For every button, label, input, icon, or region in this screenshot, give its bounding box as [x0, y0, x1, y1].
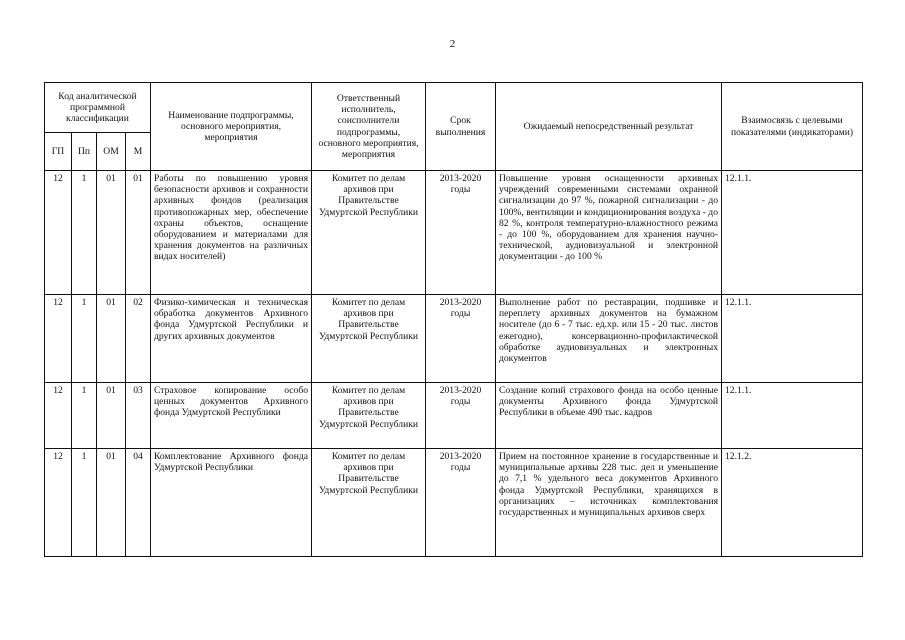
- cell-om: 01: [97, 383, 126, 449]
- cell-name: Работы по повышению уровня безопасности архивов и сохранности архивных фондов (реализация противопожарных мер, обеспечение охраны объектов, оснащение оборудованием и материалами для хранения документов на различных видах носителей): [151, 171, 312, 295]
- cell-m: 01: [126, 171, 151, 295]
- cell-om: 01: [97, 449, 126, 557]
- cell-name: Комплектование Архивного фонда Удмуртской Республики: [151, 449, 312, 557]
- cell-executor: Комитет по делам архивов при Правительстве Удмуртской Республики: [312, 449, 426, 557]
- cell-om: 01: [97, 171, 126, 295]
- cell-executor: Комитет по делам архивов при Правительстве Удмуртской Республики: [312, 383, 426, 449]
- cell-gp: 12: [45, 449, 72, 557]
- cell-result: Создание копий страхового фонда на особо ценные документы Архивного фонда Удмуртской Республики в объеме 490 тыс. кадров: [496, 383, 722, 449]
- cell-m: 02: [126, 295, 151, 383]
- cell-result: Выполнение работ по реставрации, подшивке и переплету архивных документов на бумажном носителе (до 6 - 7 тыс. ед.хр. или 15 - 20 тыс. листов ежегодно), консервационно-профилактической обработке аудиовизуальных и электронных документов: [496, 295, 722, 383]
- cell-name: Физико-химическая и техническая обработка документов Архивного фонда Удмуртской Республики и других архивных документов: [151, 295, 312, 383]
- cell-term: 2013-2020 годы: [426, 171, 496, 295]
- cell-m: 04: [126, 449, 151, 557]
- header-m: М: [126, 133, 151, 171]
- header-pp: Пп: [72, 133, 97, 171]
- header-name: Наименование подпрограммы, основного мероприятия, мероприятия: [151, 83, 312, 171]
- table-row: [45, 171, 863, 295]
- cell-om: 01: [97, 295, 126, 383]
- header-code-group: Код аналитической программной классификации: [45, 83, 151, 133]
- cell-link: 12.1.2.: [722, 449, 863, 557]
- cell-term: 2013-2020 годы: [426, 449, 496, 557]
- header-term: Срок выполнения: [426, 83, 496, 171]
- cell-gp: 12: [45, 171, 72, 295]
- cell-pp: 1: [72, 171, 97, 295]
- header-link: Взаимосвязь с целевыми показателями (индикаторами): [722, 83, 863, 171]
- cell-executor: Комитет по делам архивов при Правительстве Удмуртской Республики: [312, 171, 426, 295]
- cell-executor: Комитет по делам архивов при Правительстве Удмуртской Республики: [312, 295, 426, 383]
- cell-m: 03: [126, 383, 151, 449]
- header-executor: Ответственный исполнитель, соисполнители подпрограммы, основного мероприятия, мероприятия: [312, 83, 426, 171]
- cell-term: 2013-2020 годы: [426, 295, 496, 383]
- cell-result: Повышение уровня оснащенности архивных учреждений современными системами охранной сигнализации до 97 %, пожарной сигнализации - до 100%, вентиляции и кондиционирования воздуха - до 82 %, контроля температурно-влажностного режима - до 100 %, оборудованием для хранения научно-технической, аудиовизуальной и электронной документации - до 100 %: [496, 171, 722, 295]
- header-om: ОМ: [97, 133, 126, 171]
- header-result: Ожидаемый непосредственный результат: [496, 83, 722, 171]
- cell-link: 12.1.1.: [722, 295, 863, 383]
- cell-pp: 1: [72, 449, 97, 557]
- table-row: [45, 449, 863, 557]
- cell-term: 2013-2020 годы: [426, 383, 496, 449]
- table-row: [45, 383, 863, 449]
- cell-gp: 12: [45, 383, 72, 449]
- program-table: [44, 82, 863, 557]
- cell-link: 12.1.1.: [722, 171, 863, 295]
- cell-name: Страховое копирование особо ценных документов Архивного фонда Удмуртской Республики: [151, 383, 312, 449]
- cell-link: 12.1.1.: [722, 383, 863, 449]
- cell-pp: 1: [72, 383, 97, 449]
- cell-pp: 1: [72, 295, 97, 383]
- table-row: [45, 295, 863, 383]
- cell-gp: 12: [45, 295, 72, 383]
- header-gp: ГП: [45, 133, 72, 171]
- page-number: 2: [449, 38, 456, 50]
- cell-result: Прием на постоянное хранение в государственные и муниципальные архивы 228 тыс. дел и уменьшение до 7,1 % удельного веса документов Архивного фонда Удмуртской Республики, хранящихся в организациях – источниках комплектования государственных и муниципальных архивов сверх: [496, 449, 722, 557]
